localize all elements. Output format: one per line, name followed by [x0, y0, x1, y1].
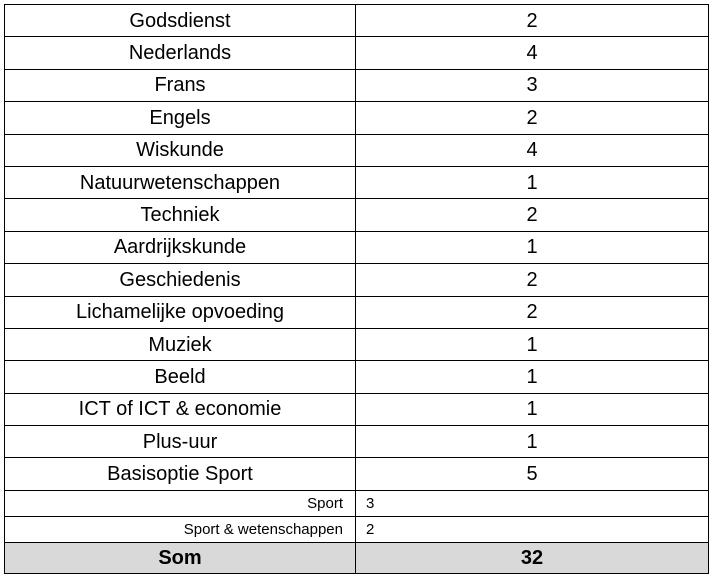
- subject-name: Aardrijkskunde: [5, 231, 356, 263]
- subject-name: Basisoptie Sport: [5, 458, 356, 490]
- table-row: [5, 199, 709, 231]
- table-row: [5, 426, 709, 458]
- subject-hours: 1: [356, 328, 709, 360]
- subject-hours-table: [4, 4, 709, 574]
- subject-name: Frans: [5, 69, 356, 101]
- table-row: [5, 231, 709, 263]
- subject-name: Beeld: [5, 361, 356, 393]
- table-row: [5, 264, 709, 296]
- table-row: [5, 166, 709, 198]
- total-hours: 32: [356, 542, 709, 573]
- subject-hours: 1: [356, 166, 709, 198]
- subject-name: Wiskunde: [5, 134, 356, 166]
- subject-hours: 4: [356, 134, 709, 166]
- sub-option-row: [5, 516, 709, 542]
- sub-option-row: [5, 490, 709, 516]
- table-body: [5, 5, 709, 574]
- table-row: [5, 5, 709, 37]
- subject-hours: 2: [356, 264, 709, 296]
- table-row: [5, 328, 709, 360]
- subject-hours: 2: [356, 296, 709, 328]
- subject-name: Techniek: [5, 199, 356, 231]
- subject-name: Plus-uur: [5, 426, 356, 458]
- subject-hours: 2: [356, 5, 709, 37]
- table-row: [5, 393, 709, 425]
- subject-hours: 3: [356, 69, 709, 101]
- table-row: [5, 69, 709, 101]
- table-row: [5, 134, 709, 166]
- table-row: [5, 296, 709, 328]
- subject-name: ICT of ICT & economie: [5, 393, 356, 425]
- sub-option-name: Sport & wetenschappen: [5, 516, 356, 542]
- subject-name: Lichamelijke opvoeding: [5, 296, 356, 328]
- subject-hours: 4: [356, 37, 709, 69]
- table-row: [5, 361, 709, 393]
- subject-name: Muziek: [5, 328, 356, 360]
- table-row: [5, 102, 709, 134]
- subject-hours: 1: [356, 361, 709, 393]
- subject-hours: 2: [356, 102, 709, 134]
- subject-name: Engels: [5, 102, 356, 134]
- subject-hours: 1: [356, 231, 709, 263]
- subject-hours: 1: [356, 426, 709, 458]
- subject-name: Natuurwetenschappen: [5, 166, 356, 198]
- table-row: [5, 458, 709, 490]
- total-label: Som: [5, 542, 356, 573]
- subject-name: Nederlands: [5, 37, 356, 69]
- sub-option-name: Sport: [5, 490, 356, 516]
- subject-hours: 2: [356, 199, 709, 231]
- total-row: [5, 542, 709, 573]
- sub-option-hours: 2: [356, 516, 709, 542]
- table-row: [5, 37, 709, 69]
- subject-name: Godsdienst: [5, 5, 356, 37]
- subject-hours: 5: [356, 458, 709, 490]
- sub-option-hours: 3: [356, 490, 709, 516]
- subject-hours: 1: [356, 393, 709, 425]
- subject-name: Geschiedenis: [5, 264, 356, 296]
